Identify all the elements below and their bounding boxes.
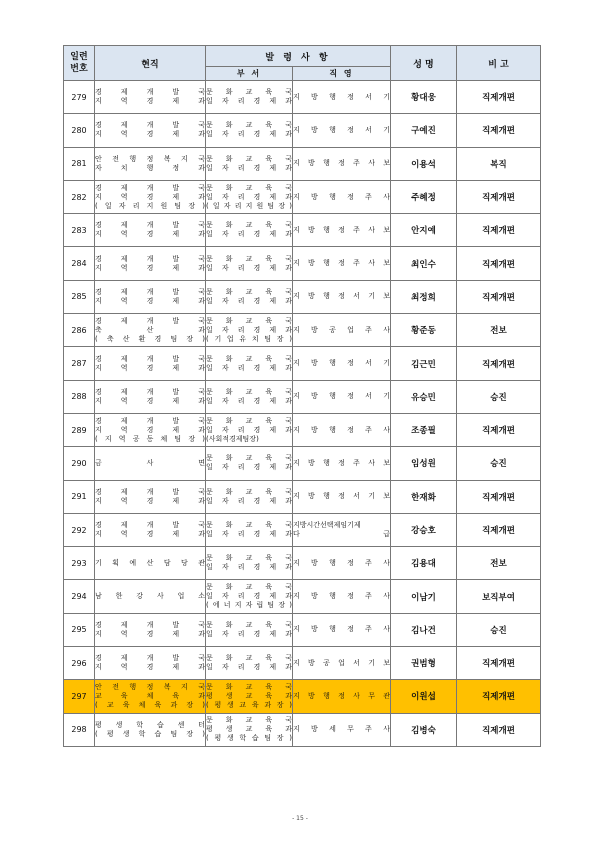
header-serial-number: 일련 번호 <box>64 46 95 81</box>
table-row <box>64 180 541 213</box>
department-cell: 문 화 교 육 국 일 자 리 경 제 과 <box>206 147 293 180</box>
serial-number-cell: 290 <box>64 447 95 480</box>
rank-cell: 지 방 공 업 주 사 <box>293 314 391 347</box>
department-cell: 문 화 교 육 국 일 자 리 경 제 과 <box>206 81 293 114</box>
rank-cell: 지 방 행 정 서 기 보 <box>293 280 391 313</box>
table-row <box>64 314 541 347</box>
serial-number-cell: 286 <box>64 314 95 347</box>
department-cell: 문 화 교 육 국 일 자 리 경 제 과 ( 기 업 유 치 팀 장 ) <box>206 314 293 347</box>
header-note: 비 고 <box>457 46 541 81</box>
table-row <box>64 347 541 380</box>
name-cell: 구예진 <box>391 114 457 147</box>
table-row <box>64 81 541 114</box>
table-row <box>64 114 541 147</box>
serial-number-cell: 292 <box>64 513 95 546</box>
name-cell: 강승호 <box>391 513 457 546</box>
name-cell: 이남기 <box>391 580 457 613</box>
serial-number-cell: 281 <box>64 147 95 180</box>
current-position-cell: 경 제 개 발 국 지 역 경 제 과 <box>95 247 206 280</box>
name-cell: 한재화 <box>391 480 457 513</box>
note-cell: 직제개편 <box>457 713 541 746</box>
department-cell: 문 화 교 육 국 일 자 리 경 제 과 ( 에 너 지 자 립 팀 장 ) <box>206 580 293 613</box>
serial-number-cell: 295 <box>64 613 95 646</box>
current-position-cell: 경 제 개 발 국 지 역 경 제 과 <box>95 380 206 413</box>
current-position-cell: 경 제 개 발 국 축 산 과 ( 축 산 환 경 팀 장 ) <box>95 314 206 347</box>
note-cell: 전보 <box>457 547 541 580</box>
current-position-cell: 안 전 행 정 복 지 국 교 육 체 육 과 ( 교 육 체 육 과 장 ) <box>95 680 206 713</box>
name-cell: 김병숙 <box>391 713 457 746</box>
department-cell: 문 화 교 육 국 일 자 리 경 제 과 <box>206 214 293 247</box>
rank-cell: 지 방 행 정 주 사 <box>293 180 391 213</box>
note-cell: 승진 <box>457 613 541 646</box>
note-cell: 직제개편 <box>457 347 541 380</box>
current-position-cell: 평 생 학 습 센 터 ( 평 생 학 습 팀 장 ) <box>95 713 206 746</box>
rank-cell: 지 방 세 무 주 사 <box>293 713 391 746</box>
name-cell: 황준동 <box>391 314 457 347</box>
name-cell: 안지예 <box>391 214 457 247</box>
serial-number-cell: 282 <box>64 180 95 213</box>
department-cell: 문 화 교 육 국 일 자 리 경 제 과 <box>206 380 293 413</box>
name-cell: 황대웅 <box>391 81 457 114</box>
note-cell: 복직 <box>457 147 541 180</box>
table-row <box>64 480 541 513</box>
note-cell: 직제개편 <box>457 81 541 114</box>
name-cell: 이원섭 <box>391 680 457 713</box>
page-number: - 15 - <box>292 815 308 822</box>
current-position-cell: 기 획 예 산 담 당 관 <box>95 547 206 580</box>
table-row <box>64 147 541 180</box>
table-row <box>64 680 541 713</box>
current-position-cell: 남 한 강 사 업 소 <box>95 580 206 613</box>
current-position-cell: 경 제 개 발 국 지 역 경 제 과 <box>95 647 206 680</box>
serial-number-cell: 298 <box>64 713 95 746</box>
name-cell: 권범형 <box>391 647 457 680</box>
serial-number-cell: 279 <box>64 81 95 114</box>
table-row <box>64 247 541 280</box>
department-cell: 문 화 교 육 국 일 자 리 경 제 과 <box>206 347 293 380</box>
current-position-cell: 경 제 개 발 국 지 역 경 제 과 ( 지 역 공 동 체 팀 장 ) <box>95 413 206 446</box>
table-row <box>64 647 541 680</box>
serial-number-cell: 293 <box>64 547 95 580</box>
table-row <box>64 513 541 546</box>
serial-number-cell: 283 <box>64 214 95 247</box>
rank-cell: 지 방 행 정 주 사 <box>293 547 391 580</box>
note-cell: 승진 <box>457 380 541 413</box>
rank-cell: 지 방 행 정 서 기 <box>293 81 391 114</box>
department-cell: 문 화 교 육 국 일 자 리 경 제 과 <box>206 114 293 147</box>
name-cell: 유승민 <box>391 380 457 413</box>
serial-number-cell: 288 <box>64 380 95 413</box>
department-cell: 문 화 교 육 국 일 자 리 경 제 과 (사회적경제팀장) <box>206 413 293 446</box>
table-row <box>64 413 541 446</box>
rank-cell: 지 방 공 업 서 기 보 <box>293 647 391 680</box>
serial-number-cell: 280 <box>64 114 95 147</box>
header-name: 성 명 <box>391 46 457 81</box>
current-position-cell: 경 제 개 발 국 지 역 경 제 과 <box>95 214 206 247</box>
rank-cell: 지 방 행 정 주 사 <box>293 613 391 646</box>
current-position-cell: 경 제 개 발 국 지 역 경 제 과 <box>95 513 206 546</box>
current-position-cell: 경 제 개 발 국 지 역 경 제 과 <box>95 280 206 313</box>
current-position-cell: 경 제 개 발 국 지 역 경 제 과 <box>95 613 206 646</box>
department-cell: 문 화 교 육 국 일 자 리 경 제 과 <box>206 513 293 546</box>
note-cell: 보직부여 <box>457 580 541 613</box>
rank-cell: 지 방 행 정 서 기 <box>293 114 391 147</box>
note-cell: 직제개편 <box>457 180 541 213</box>
table-row <box>64 613 541 646</box>
rank-cell: 지 방 행 정 서 기 <box>293 347 391 380</box>
serial-number-cell: 294 <box>64 580 95 613</box>
table-row <box>64 380 541 413</box>
current-position-cell: 경 제 개 발 국 지 역 경 제 과 <box>95 114 206 147</box>
note-cell: 승진 <box>457 447 541 480</box>
name-cell: 최인수 <box>391 247 457 280</box>
department-cell: 문 화 교 육 국 일 자 리 경 제 과 <box>206 613 293 646</box>
current-position-cell: 경 제 개 발 국 지 역 경 제 과 <box>95 480 206 513</box>
rank-cell: 지 방 행 정 서 기 <box>293 380 391 413</box>
table-row <box>64 280 541 313</box>
department-cell: 문 화 교 육 국 일 자 리 경 제 과 <box>206 280 293 313</box>
department-cell: 문 화 교 육 국 일 자 리 경 제 과 <box>206 480 293 513</box>
note-cell: 직제개편 <box>457 214 541 247</box>
name-cell: 임성원 <box>391 447 457 480</box>
note-cell: 직제개편 <box>457 513 541 546</box>
note-cell: 직제개편 <box>457 480 541 513</box>
name-cell: 김근민 <box>391 347 457 380</box>
header-appointment: 발 령 사 항 <box>206 46 391 67</box>
serial-number-cell: 284 <box>64 247 95 280</box>
rank-cell: 지 방 행 정 사 무 관 <box>293 680 391 713</box>
current-position-cell: 경 제 개 발 국 지 역 경 제 과 <box>95 81 206 114</box>
department-cell: 문 화 교 육 국 일 자 리 경 제 과 <box>206 547 293 580</box>
name-cell: 김나건 <box>391 613 457 646</box>
table-row <box>64 447 541 480</box>
name-cell: 김용대 <box>391 547 457 580</box>
department-cell: 문 화 교 육 국 일 자 리 경 제 과 <box>206 247 293 280</box>
current-position-cell: 금 사 면 <box>95 447 206 480</box>
serial-number-cell: 287 <box>64 347 95 380</box>
rank-cell: 지 방 행 정 서 기 보 <box>293 480 391 513</box>
name-cell: 이용석 <box>391 147 457 180</box>
table-row <box>64 214 541 247</box>
rank-cell: 지 방 행 정 주 사 <box>293 580 391 613</box>
table-row <box>64 547 541 580</box>
serial-number-cell: 285 <box>64 280 95 313</box>
rank-cell: 지 방 행 정 주 사 보 <box>293 447 391 480</box>
department-cell: 문 화 교 육 국 일 자 리 경 제 과 <box>206 447 293 480</box>
serial-number-cell: 289 <box>64 413 95 446</box>
header-department: 부 서 <box>206 67 293 81</box>
department-cell: 문 화 교 육 국 일 자 리 경 제 과 <box>206 647 293 680</box>
current-position-cell: 안 전 행 정 복 지 국 자 치 행 정 과 <box>95 147 206 180</box>
header-rank: 직 영 <box>293 67 391 81</box>
serial-number-cell: 291 <box>64 480 95 513</box>
name-cell: 조종필 <box>391 413 457 446</box>
department-cell: 문 화 교 육 국 평 생 교 육 과 ( 평 생 학 습 팀 장 ) <box>206 713 293 746</box>
rank-cell: 지 방 행 정 주 사 보 <box>293 247 391 280</box>
note-cell: 직제개편 <box>457 680 541 713</box>
rank-cell: 지방시간선택제임기제 다 급 <box>293 513 391 546</box>
name-cell: 최정희 <box>391 280 457 313</box>
department-cell: 문 화 교 육 국 일 자 리 경 제 과 ( 일 자 리 지 원 팀 장 ) <box>206 180 293 213</box>
current-position-cell: 경 제 개 발 국 지 역 경 제 과 ( 일 자 리 지 원 팀 장 ) <box>95 180 206 213</box>
note-cell: 직제개편 <box>457 247 541 280</box>
note-cell: 직제개편 <box>457 413 541 446</box>
table-row <box>64 580 541 613</box>
table-row <box>64 713 541 746</box>
header-current-position: 현직 <box>95 46 206 81</box>
name-cell: 주혜정 <box>391 180 457 213</box>
appointment-table <box>63 45 541 747</box>
note-cell: 직제개편 <box>457 114 541 147</box>
rank-cell: 지 방 행 정 주 사 <box>293 413 391 446</box>
rank-cell: 지 방 행 정 주 사 보 <box>293 147 391 180</box>
serial-number-cell: 297 <box>64 680 95 713</box>
note-cell: 전보 <box>457 314 541 347</box>
note-cell: 직제개편 <box>457 647 541 680</box>
department-cell: 문 화 교 육 국 평 생 교 육 과 ( 평 생 교 육 과 장 ) <box>206 680 293 713</box>
note-cell: 직제개편 <box>457 280 541 313</box>
rank-cell: 지 방 행 정 주 사 보 <box>293 214 391 247</box>
serial-number-cell: 296 <box>64 647 95 680</box>
current-position-cell: 경 제 개 발 국 지 역 경 제 과 <box>95 347 206 380</box>
